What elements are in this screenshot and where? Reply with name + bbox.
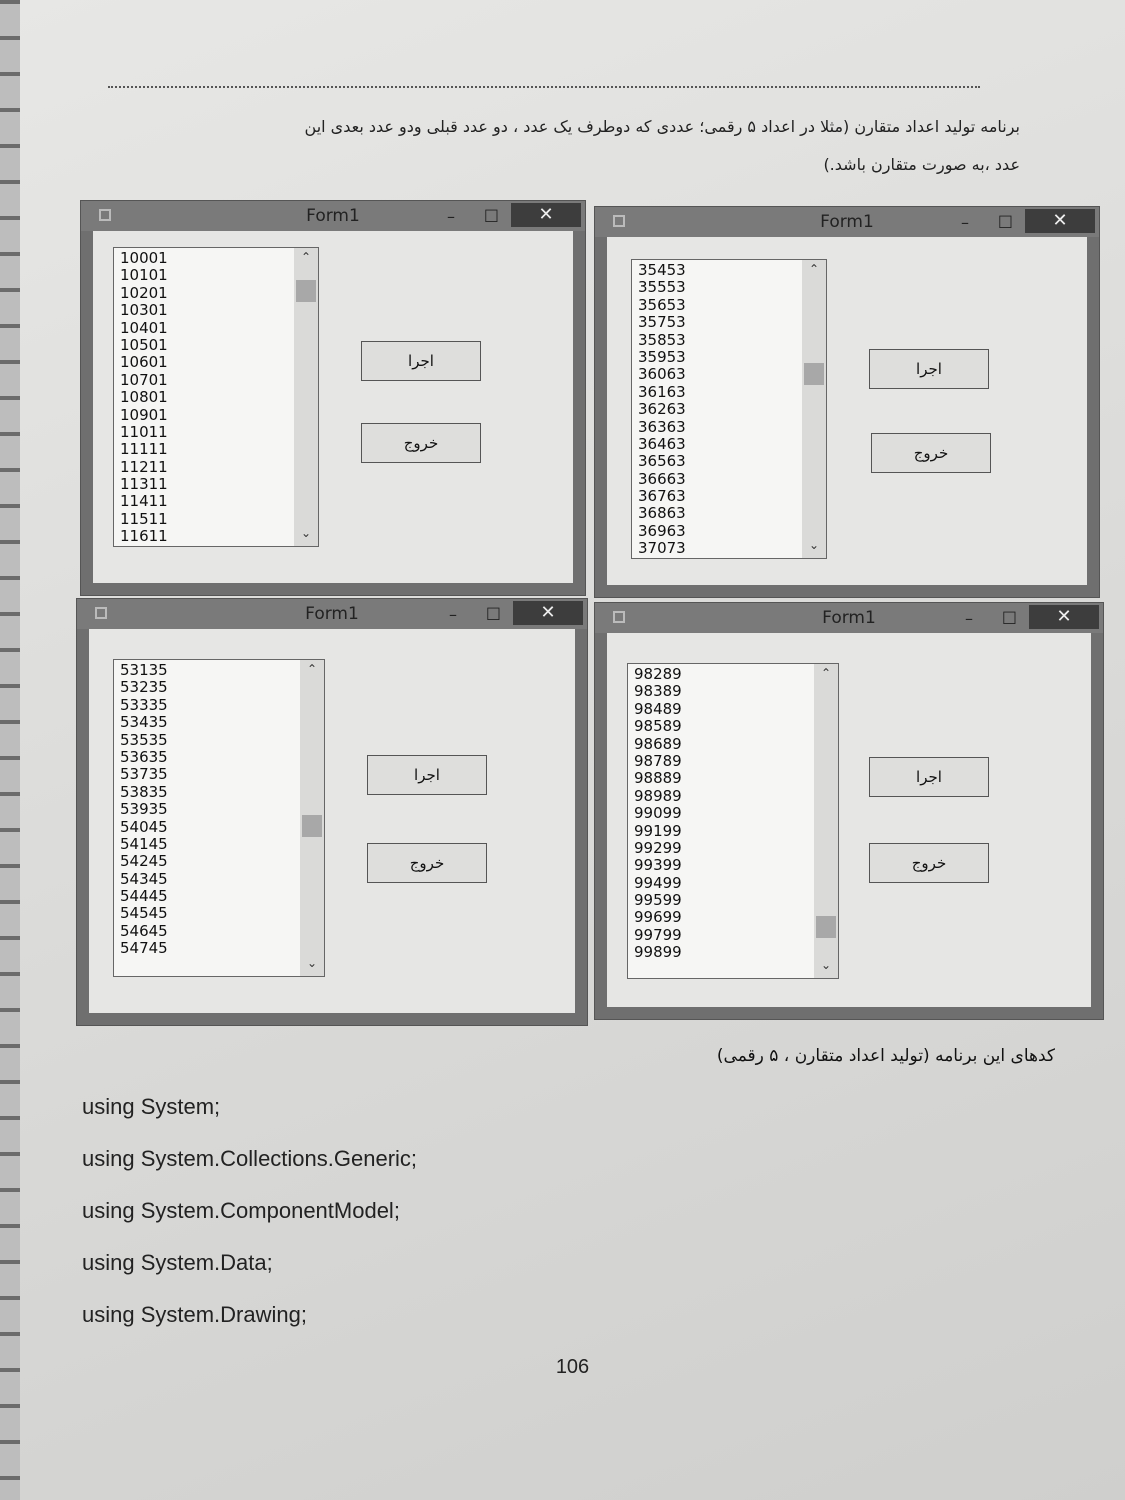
code-line: using System.ComponentModel;	[82, 1198, 400, 1223]
list-item[interactable]: 10701	[120, 370, 168, 389]
close-button[interactable]: ✕	[511, 203, 581, 227]
list-item[interactable]: 36463	[638, 434, 686, 453]
spiral-binding	[0, 0, 20, 1500]
list-items	[120, 250, 168, 546]
list-item[interactable]: 99699	[634, 908, 682, 927]
numbers-listbox[interactable]	[113, 659, 325, 977]
list-item[interactable]: 36163	[638, 382, 686, 401]
window-title: Form1	[305, 604, 359, 624]
scroll-down-icon[interactable]: ⌄	[808, 538, 820, 552]
list-item[interactable]: 98789	[634, 751, 682, 770]
run-button[interactable]: اجرا	[367, 755, 487, 795]
list-item[interactable]: 10301	[120, 301, 168, 320]
list-item[interactable]: 98489	[634, 699, 682, 718]
list-item[interactable]: 99599	[634, 891, 682, 910]
list-item[interactable]: 36963	[638, 521, 686, 540]
list-item[interactable]: 10101	[120, 266, 168, 285]
scroll-up-icon[interactable]: ⌃	[306, 662, 318, 676]
list-item[interactable]: 11511	[120, 509, 168, 528]
intro-line-2: عدد ،به صورت متقارن باشد.)	[823, 155, 1020, 174]
title-bar	[81, 201, 585, 231]
list-item[interactable]: 10901	[120, 405, 168, 424]
list-item[interactable]: 37073	[638, 539, 686, 558]
exit-button[interactable]: خروج	[361, 423, 481, 463]
list-item[interactable]: 36563	[638, 452, 686, 471]
list-item[interactable]: 11611	[120, 527, 168, 546]
list-item[interactable]: 36063	[638, 365, 686, 384]
list-item[interactable]: 10201	[120, 283, 168, 302]
list-item[interactable]: 53535	[120, 730, 168, 749]
list-item[interactable]: 53135	[120, 661, 168, 679]
maximize-icon[interactable]: □	[483, 205, 499, 224]
code-caption: کدهای این برنامه (تولید اعداد متقارن ، ۵ رقمی)	[716, 1046, 1055, 1066]
exit-button[interactable]: خروج	[871, 433, 991, 473]
scroll-up-icon[interactable]: ⌃	[808, 262, 820, 276]
maximize-icon[interactable]: □	[1001, 607, 1017, 626]
run-button[interactable]: اجرا	[361, 341, 481, 381]
scrollbar[interactable]	[814, 664, 838, 978]
scrollbar[interactable]	[802, 260, 826, 558]
scroll-down-icon[interactable]: ⌄	[306, 956, 318, 970]
list-item[interactable]: 35453	[638, 261, 686, 279]
scroll-thumb[interactable]	[296, 280, 316, 302]
window-title: Form1	[820, 212, 874, 232]
list-item[interactable]: 99299	[634, 838, 682, 857]
list-item[interactable]: 54045	[120, 817, 168, 836]
code-listing	[82, 1094, 417, 1354]
run-button[interactable]: اجرا	[869, 757, 989, 797]
numbers-listbox[interactable]	[113, 247, 319, 547]
minimize-icon[interactable]: –	[449, 605, 457, 624]
list-item[interactable]: 54445	[120, 887, 168, 906]
list-item[interactable]: 10001	[120, 249, 168, 267]
minimize-icon[interactable]: –	[447, 207, 455, 226]
scroll-down-icon[interactable]: ⌄	[300, 526, 312, 540]
list-item[interactable]: 54345	[120, 869, 168, 888]
book-page	[20, 0, 1125, 1500]
scroll-thumb[interactable]	[816, 916, 836, 938]
numbers-listbox[interactable]	[631, 259, 827, 559]
list-item[interactable]: 98389	[634, 682, 682, 701]
maximize-icon[interactable]: □	[485, 603, 501, 622]
title-bar	[595, 603, 1103, 633]
list-item[interactable]: 36263	[638, 400, 686, 419]
form-window-3	[76, 598, 588, 1026]
list-item[interactable]: 99399	[634, 856, 682, 875]
list-item[interactable]: 53335	[120, 695, 168, 714]
list-item[interactable]: 35653	[638, 295, 686, 314]
close-button[interactable]: ✕	[1029, 605, 1099, 629]
list-item[interactable]: 10801	[120, 388, 168, 407]
list-item[interactable]: 11111	[120, 440, 168, 459]
list-item[interactable]: 99499	[634, 873, 682, 892]
list-item[interactable]: 10601	[120, 353, 168, 372]
window-title: Form1	[306, 206, 360, 226]
scroll-thumb[interactable]	[302, 815, 322, 837]
close-button[interactable]: ✕	[1025, 209, 1095, 233]
list-item[interactable]: 36763	[638, 487, 686, 506]
list-items	[634, 666, 682, 962]
list-item[interactable]: 53735	[120, 765, 168, 784]
list-item[interactable]: 54145	[120, 834, 168, 853]
form-window-4	[594, 602, 1104, 1020]
list-item[interactable]: 98689	[634, 734, 682, 753]
list-item[interactable]: 10401	[120, 318, 168, 337]
exit-button[interactable]: خروج	[367, 843, 487, 883]
list-items	[120, 662, 168, 958]
list-item[interactable]: 35553	[638, 278, 686, 297]
list-item[interactable]: 98889	[634, 769, 682, 788]
form-client-area	[89, 629, 575, 1013]
list-item[interactable]: 10501	[120, 335, 168, 354]
maximize-icon[interactable]: □	[997, 211, 1013, 230]
list-item[interactable]: 11211	[120, 457, 168, 476]
list-item[interactable]: 53435	[120, 713, 168, 732]
page-number: 106	[555, 1356, 590, 1378]
code-line: using System.Collections.Generic;	[82, 1146, 418, 1171]
list-item[interactable]: 98989	[634, 786, 682, 805]
form-client-area	[607, 633, 1091, 1007]
form-client-area	[607, 237, 1087, 585]
form-window-2	[594, 206, 1100, 598]
list-item[interactable]: 99899	[634, 943, 682, 962]
code-line: using System;	[82, 1094, 221, 1119]
list-item[interactable]: 54645	[120, 921, 168, 940]
code-line: using System.Data;	[82, 1250, 273, 1275]
minimize-icon[interactable]: –	[965, 609, 973, 628]
window-title: Form1	[822, 608, 876, 628]
list-item[interactable]: 35753	[638, 313, 686, 332]
list-item[interactable]: 36663	[638, 469, 686, 488]
scroll-up-icon[interactable]: ⌃	[300, 250, 312, 264]
list-item[interactable]: 35853	[638, 330, 686, 349]
list-item[interactable]: 36363	[638, 417, 686, 436]
scroll-thumb[interactable]	[804, 363, 824, 385]
title-bar	[77, 599, 587, 629]
list-item[interactable]: 53935	[120, 800, 168, 819]
list-item[interactable]: 36863	[638, 504, 686, 523]
intro-line-1: برنامه تولید اعداد متقارن (مثلا در اعداد ۵ رقمی؛ عددی که دوطرف یک عدد ، دو عدد قبلی ودو عدد بعدی این	[304, 117, 1020, 136]
list-items	[638, 262, 686, 558]
scroll-up-icon[interactable]: ⌃	[820, 666, 832, 680]
scrollbar[interactable]	[300, 660, 324, 976]
list-item[interactable]: 54245	[120, 852, 168, 871]
scrollbar[interactable]	[294, 248, 318, 546]
form-client-area	[93, 231, 573, 583]
list-item[interactable]: 98589	[634, 717, 682, 736]
list-item[interactable]: 54745	[120, 939, 168, 958]
scroll-down-icon[interactable]: ⌄	[820, 958, 832, 972]
minimize-icon[interactable]: –	[961, 213, 969, 232]
list-item[interactable]: 53835	[120, 782, 168, 801]
list-item[interactable]: 53635	[120, 747, 168, 766]
intro-paragraph	[110, 108, 1020, 184]
list-item[interactable]: 54545	[120, 904, 168, 923]
list-item[interactable]: 99099	[634, 804, 682, 823]
list-item[interactable]: 98289	[634, 665, 682, 683]
close-button[interactable]: ✕	[513, 601, 583, 625]
form-window-1	[80, 200, 586, 596]
list-item[interactable]: 11311	[120, 475, 168, 494]
list-item[interactable]: 35953	[638, 347, 686, 366]
run-button[interactable]: اجرا	[869, 349, 989, 389]
list-item[interactable]: 99199	[634, 821, 682, 840]
dotted-separator	[108, 86, 980, 88]
list-item[interactable]: 53235	[120, 678, 168, 697]
code-line: using System.Drawing;	[82, 1302, 307, 1327]
numbers-listbox[interactable]	[627, 663, 839, 979]
exit-button[interactable]: خروج	[869, 843, 989, 883]
list-item[interactable]: 11411	[120, 492, 168, 511]
title-bar	[595, 207, 1099, 237]
list-item[interactable]: 11011	[120, 422, 168, 441]
list-item[interactable]: 99799	[634, 925, 682, 944]
